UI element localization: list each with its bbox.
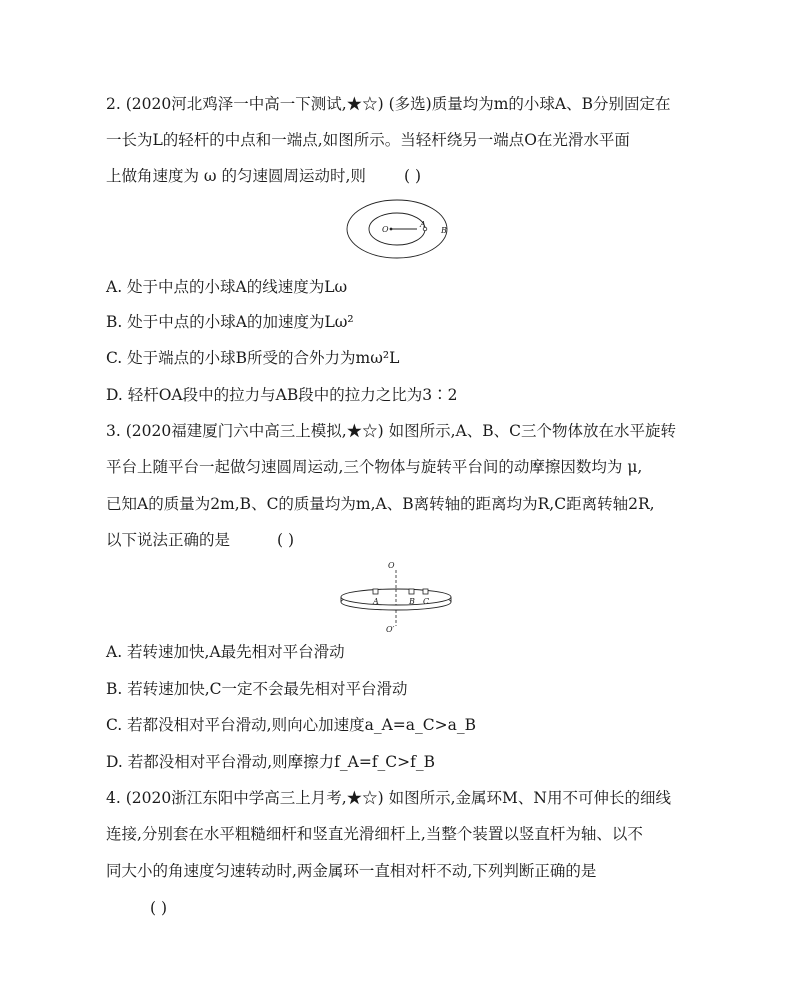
q3-block-c bbox=[423, 589, 428, 594]
q2-option-a: A. 处于中点的小球A的线速度为Lω bbox=[106, 278, 348, 296]
q3-option-a: A. 若转速加快,A最先相对平台滑动 bbox=[106, 643, 345, 661]
q2-figure-concentric-circles bbox=[345, 199, 457, 261]
q3-option-c: C. 若都没相对平台滑动,则向心加速度a_A=a_C>a_B bbox=[106, 716, 476, 734]
q3-line-1: 3. (2020福建厦门六中高三上模拟,★☆) 如图所示,A、B、C三个物体放在水平旋转 bbox=[106, 422, 676, 440]
q3-label-o-top: O bbox=[388, 561, 395, 570]
q3-label-c: C bbox=[423, 597, 430, 606]
q2-option-d: D. 轻杆OA段中的拉力与AB段中的拉力之比为3∶2 bbox=[106, 386, 458, 404]
q3-label-b: B bbox=[409, 597, 415, 606]
q4-answer-bracket: ( ) bbox=[150, 899, 168, 917]
q2-label-b: B bbox=[441, 226, 447, 235]
q2-option-b: B. 处于中点的小球A的加速度为Lω² bbox=[106, 313, 354, 331]
q3-line-4: 以下说法正确的是 bbox=[106, 531, 231, 549]
q3-label-a: A bbox=[373, 597, 379, 606]
q2-option-c: C. 处于端点的小球B所受的合外力为mω²L bbox=[106, 349, 400, 367]
q3-line-3: 已知A的质量为2m,B、C的质量均为m,A、B离转轴的距离均为R,C距离转轴2R, bbox=[106, 495, 655, 513]
q3-line-2: 平台上随平台一起做匀速圆周运动,三个物体与旋转平台间的动摩擦因数均为 μ, bbox=[106, 458, 643, 476]
q3-block-b bbox=[409, 589, 414, 594]
q2-answer-bracket: ( ) bbox=[404, 167, 422, 185]
q3-figure-rotating-platform bbox=[338, 558, 458, 636]
q2-label-a: A bbox=[420, 220, 426, 229]
q3-option-d: D. 若都没相对平台滑动,则摩擦力f_A=f_C>f_B bbox=[106, 753, 436, 771]
q2-line-2: 一长为L的轻杆的中点和一端点,如图所示。当轻杆绕另一端点O在光滑水平面 bbox=[106, 131, 630, 149]
q2-pivot-o bbox=[390, 228, 393, 231]
q4-line-3: 同大小的角速度匀速转动时,两金属环一直相对杆不动,下列判断正确的是 bbox=[106, 862, 597, 880]
q2-label-o: O bbox=[382, 225, 389, 234]
q3-label-o-bottom: O′ bbox=[386, 625, 395, 634]
q4-line-2: 连接,分别套在水平粗糙细杆和竖直光滑细杆上,当整个装置以竖直杆为轴、以不 bbox=[106, 825, 643, 843]
q3-answer-bracket: ( ) bbox=[277, 531, 295, 549]
q4-line-1: 4. (2020浙江东阳中学高三上月考,★☆) 如图所示,金属环M、N用不可伸长的细线 bbox=[106, 789, 671, 807]
q2-line-1: 2. (2020河北鸡泽一中高一下测试,★☆) (多选)质量均为m的小球A、B分别固定在 bbox=[106, 95, 671, 113]
q3-block-a bbox=[373, 589, 378, 594]
q2-line-3: 上做角速度为 ω 的匀速圆周运动时,则 bbox=[106, 167, 366, 185]
q3-option-b: B. 若转速加快,C一定不会最先相对平台滑动 bbox=[106, 680, 408, 698]
